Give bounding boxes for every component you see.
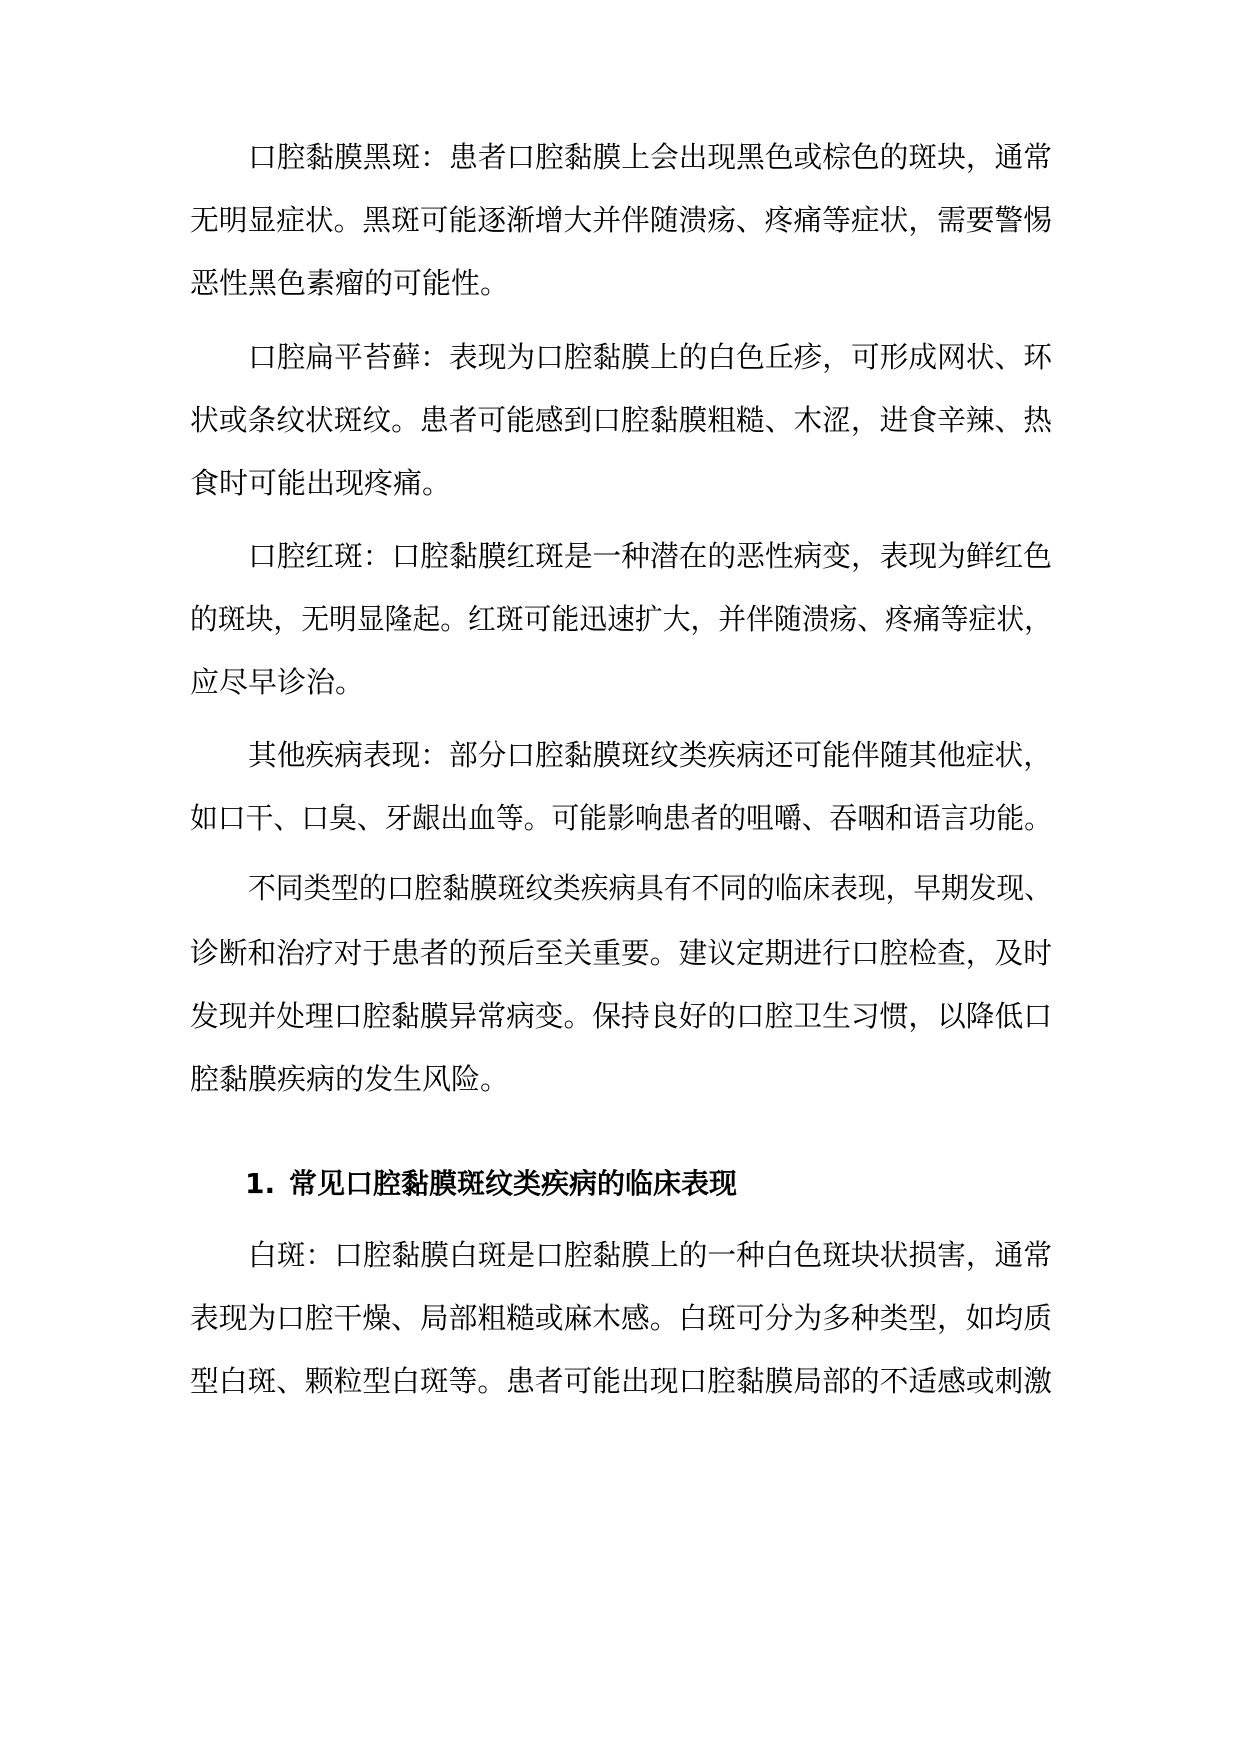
paragraph-lichen-planus-line-2: 状或条纹状斑纹。患者可能感到口腔黏膜粗糙、木涩，进食辛辣、热 bbox=[190, 403, 1053, 437]
paragraph-erythroplakia-line-1: 口腔红斑：口腔黏膜红斑是一种潜在的恶性病变，表现为鲜红色 bbox=[248, 539, 1052, 573]
section-heading-title: 常见口腔黏膜斑纹类疾病的临床表现 bbox=[289, 1167, 738, 1200]
paragraph-leukoplakia-line-3: 型白斑、颗粒型白斑等。患者可能出现口腔黏膜局部的不适感或刺激 bbox=[190, 1364, 1053, 1398]
paragraph-other-line-2: 如口干、口臭、牙龈出血等。可能影响患者的咀嚼、吞咽和语言功能。 bbox=[190, 801, 1052, 835]
section-heading bbox=[245, 1164, 737, 1204]
paragraph-leukoplakia-line-2: 表现为口腔干燥、局部粗糙或麻木感。白斑可分为多种类型，如均质 bbox=[190, 1301, 1053, 1335]
paragraph-lichen-planus-line-1: 口腔扁平苔藓：表现为口腔黏膜上的白色丘疹，可形成网状、环 bbox=[248, 340, 1052, 374]
section-heading-number: 1. bbox=[245, 1167, 276, 1200]
paragraph-erythroplakia-line-2: 的斑块，无明显隆起。红斑可能迅速扩大，并伴随溃疡、疼痛等症状， bbox=[190, 602, 1052, 636]
paragraph-lichen-planus-line-3: 食时可能出现疼痛。 bbox=[190, 466, 452, 500]
paragraph-black-spot-line-1: 口腔黏膜黑斑：患者口腔黏膜上会出现黑色或棕色的斑块，通常 bbox=[248, 140, 1052, 174]
paragraph-summary-line-4: 腔黏膜疾病的发生风险。 bbox=[190, 1062, 510, 1096]
paragraph-leukoplakia-line-1: 白斑：口腔黏膜白斑是口腔黏膜上的一种白色斑块状损害，通常 bbox=[248, 1238, 1052, 1272]
paragraph-erythroplakia-line-3: 应尽早诊治。 bbox=[190, 665, 365, 699]
paragraph-summary-line-2: 诊断和治疗对于患者的预后至关重要。建议定期进行口腔检查，及时 bbox=[190, 936, 1053, 970]
paragraph-summary-line-3: 发现并处理口腔黏膜异常病变。保持良好的口腔卫生习惯，以降低口 bbox=[190, 999, 1053, 1033]
paragraph-black-spot-line-2: 无明显症状。黑斑可能逐渐增大并伴随溃疡、疼痛等症状，需要警惕 bbox=[190, 203, 1053, 237]
paragraph-summary-line-1: 不同类型的口腔黏膜斑纹类疾病具有不同的临床表现，早期发现、 bbox=[248, 871, 1053, 905]
paragraph-other-line-1: 其他疾病表现：部分口腔黏膜斑纹类疾病还可能伴随其他症状， bbox=[248, 738, 1052, 772]
paragraph-black-spot-line-3: 恶性黑色素瘤的可能性。 bbox=[190, 266, 510, 300]
